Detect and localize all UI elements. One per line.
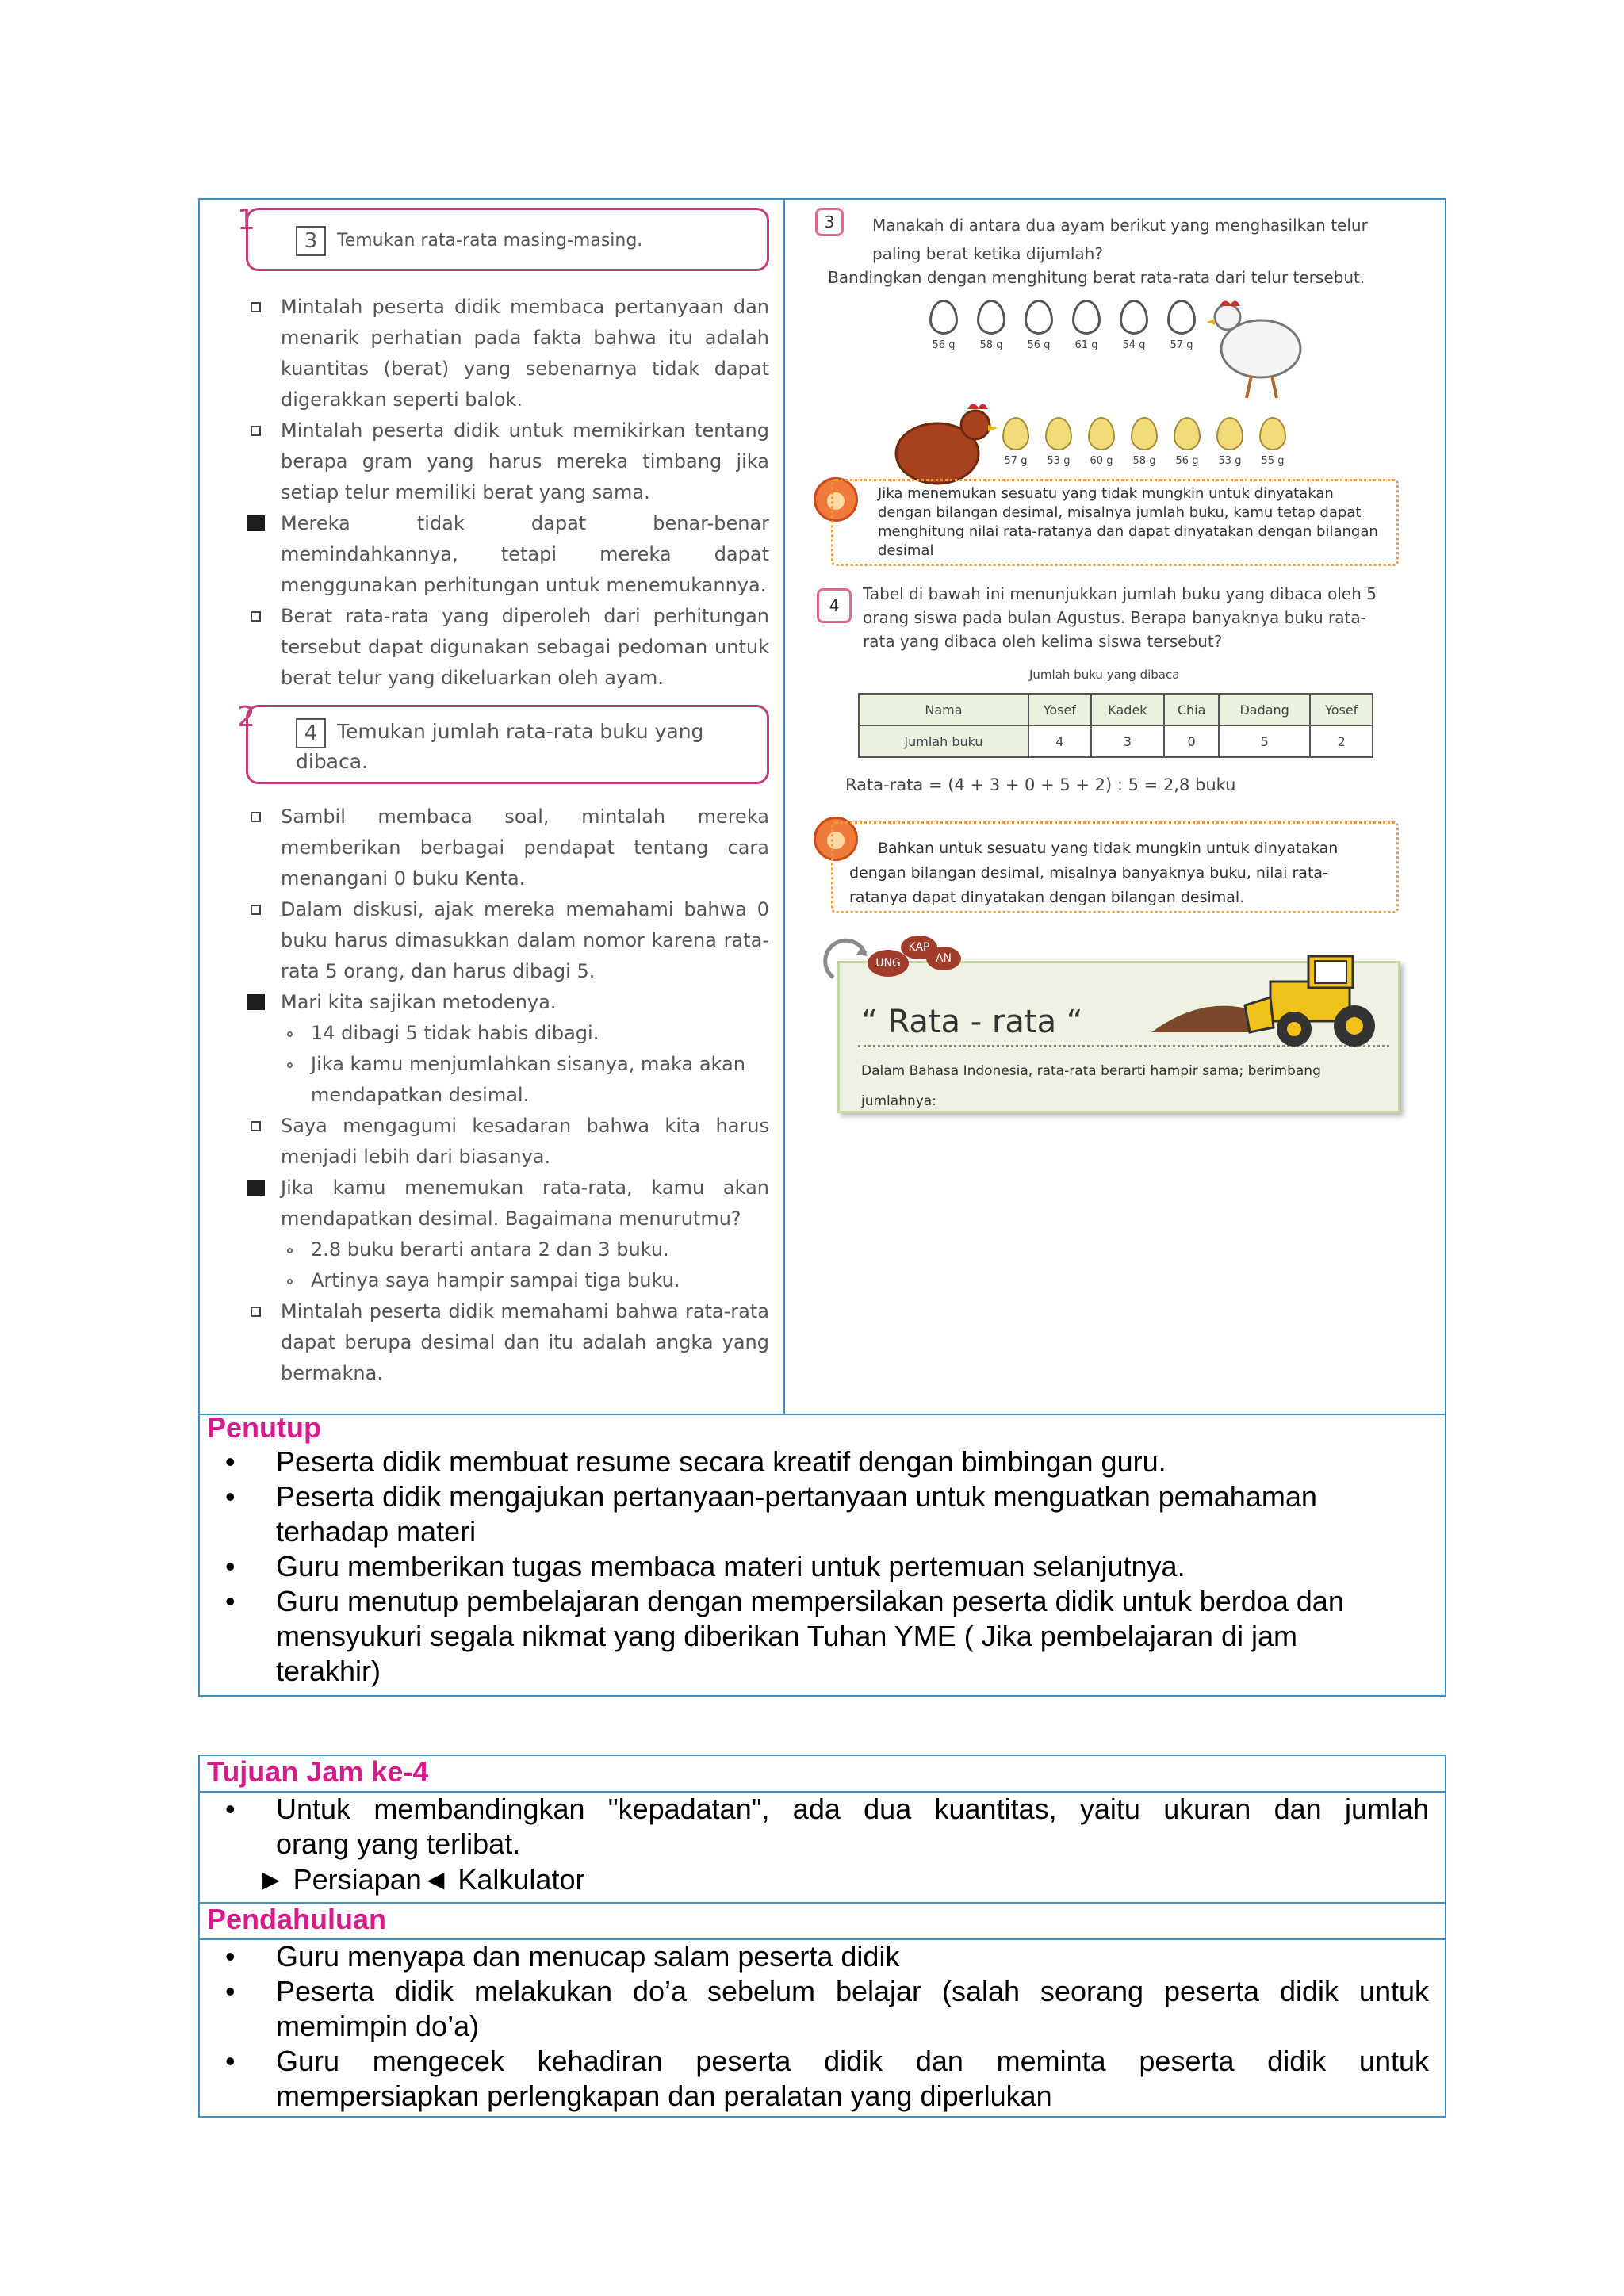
egg-item: 55 g bbox=[1253, 417, 1293, 467]
checkbox-open-icon bbox=[251, 905, 261, 915]
penutup-list-item: • Peserta didik mengajukan pertanyaan-pertanyaan untuk menguatkan pemahaman bbox=[225, 1480, 1317, 1513]
penutup-list-item: • Peserta didik membuat resume secara kreatif dengan bimbingan guru. bbox=[225, 1445, 1166, 1478]
pendahuluan-list-item: • Peserta didik melakukan do’a sebelum belajar (salah seorang peserta didik untuk bbox=[225, 1975, 1429, 2007]
note-item: Sambil membaca soal, mintalah mereka memberikan berbagai pendapat tentang cara menangani 0 buku Kenta. bbox=[246, 802, 769, 894]
note-item: Mari kita sajikan metodenya. bbox=[246, 987, 769, 1018]
table-row bbox=[859, 725, 1373, 757]
tip-speech-box: Jika menemukan sesuatu yang tidak mungkin untuk dinyatakan dengan bilangan desimal, misalnya jumlah buku, kamu tetap dapat menghitung nilai rata-ratanya dan dapat dinyatakan dengan bilangan desimal bbox=[831, 479, 1399, 566]
brown-egg-icon bbox=[1045, 417, 1072, 450]
table-header: Chia bbox=[1164, 694, 1219, 725]
egg-item: 56 g bbox=[1167, 417, 1207, 467]
table-caption: Jumlah buku yang dibaca bbox=[1029, 668, 1180, 682]
penutup-list-item: • Guru memberikan tugas membaca materi untuk pertemuan selanjutnya. bbox=[225, 1550, 1185, 1582]
note-item: Saya mengagumi kesadaran bahwa kita harus menjadi lebih dari biasanya. bbox=[246, 1111, 769, 1173]
note-item: Mintalah peserta didik memahami bahwa rata-rata dapat berupa desimal dan itu adalah angka yang bermakna. bbox=[246, 1296, 769, 1389]
note-item: Mintalah peserta didik membaca pertanyaan dan menarik perhatian pada fakta bahwa itu adalah kuantitas (berat) yang sebenarnya tidak dapat digerakkan seperti balok. bbox=[246, 292, 769, 415]
checkbox-open-icon bbox=[251, 426, 261, 436]
table-cell: Jumlah buku bbox=[859, 725, 1028, 757]
tujuan-list-item-cont: orang yang terlibat. bbox=[276, 1827, 521, 1860]
table-header: Kadek bbox=[1091, 694, 1165, 725]
tujuan-title: Tujuan Jam ke-4 bbox=[207, 1755, 429, 1788]
square-filled-icon bbox=[247, 994, 265, 1010]
table-header-row bbox=[859, 694, 1373, 725]
circle-bullet-icon bbox=[287, 1062, 293, 1068]
vocabulary-card bbox=[822, 928, 1402, 1115]
table-cell: 5 bbox=[1219, 725, 1310, 757]
pendahuluan-list-item: • Guru menyapa dan menucap salam peserta didik bbox=[225, 1940, 900, 1973]
note-item: Mereka tidak dapat benar-benar memindahkannya, tetapi mereka dapat menggunakan perhitungan untuk menemukannya. bbox=[246, 508, 769, 601]
checkbox-open-icon bbox=[251, 611, 261, 622]
bullet-icon: • bbox=[225, 1445, 236, 1478]
table-cell: 3 bbox=[1091, 725, 1165, 757]
row-divider bbox=[198, 1414, 1446, 1415]
square-filled-icon bbox=[247, 1180, 265, 1196]
question-instruction: Bandingkan dengan menghitung berat rata-rata dari telur tersebut. bbox=[828, 268, 1365, 287]
egg-item: 53 g bbox=[1210, 417, 1250, 467]
card-bubble: KAP bbox=[901, 936, 937, 959]
brown-egg-icon bbox=[1259, 417, 1286, 450]
egg-item: 53 g bbox=[1039, 417, 1078, 467]
penutup-title: Penutup bbox=[207, 1411, 321, 1444]
card-bubble: UNG bbox=[868, 950, 909, 977]
checkbox-open-icon bbox=[251, 1121, 261, 1131]
note-item: Berat rata-rata yang diperoleh dari perhitungan tersebut dapat digunakan sebagai pedoman untuk berat telur yang dikeluarkan oleh ayam. bbox=[246, 601, 769, 694]
bullet-icon: • bbox=[225, 1940, 236, 1973]
brown-egg-icon bbox=[1002, 417, 1029, 450]
egg-item: 61 g bbox=[1067, 300, 1105, 351]
brown-egg-icon bbox=[1088, 417, 1115, 450]
note-item: Dalam diskusi, ajak mereka memahami bahwa 0 buku harus dimasukkan dalam nomor karena rata-rata 5 orang, dan harus dibagi 5. bbox=[246, 894, 769, 987]
table-cell: 2 bbox=[1310, 725, 1373, 757]
brown-eggs-row bbox=[996, 417, 1345, 480]
tip-speech-box: Bahkan untuk sesuatu yang tidak mungkin untuk dinyatakan dengan bilangan desimal, misalnya banyaknya buku, nilai rata- ratanya dapat dinyatakan dengan bilangan desimal. bbox=[831, 821, 1399, 913]
bullet-icon: • bbox=[225, 1585, 236, 1617]
task-title-cont: dibaca. bbox=[296, 750, 369, 773]
sub-item: 14 dibagi 5 tidak habis dibagi. bbox=[246, 1018, 769, 1049]
note-item: Mintalah peserta didik untuk memikirkan tentang berapa gram yang harus mereka timbang jika setiap telur memiliki berat yang sama. bbox=[246, 415, 769, 508]
section-number: 1 bbox=[237, 204, 255, 236]
penutup-list-item: terakhir) bbox=[276, 1655, 381, 1687]
textbook-page-column bbox=[793, 208, 1411, 1397]
circle-bullet-icon bbox=[287, 1031, 293, 1037]
column-divider bbox=[783, 198, 785, 1414]
penutup-list-item: mensyukuri segala nikmat yang diberikan Tuhan YME ( Jika pembelajaran di jam bbox=[276, 1620, 1297, 1652]
egg-item: 57 g bbox=[1162, 300, 1201, 351]
task-title: Temukan jumlah rata-rata buku yang bbox=[337, 720, 704, 743]
white-egg-icon bbox=[1072, 300, 1101, 335]
tujuan-list-item: • Untuk membandingkan "kepadatan", ada dua kuantitas, yaitu ukuran dan jumlah bbox=[225, 1793, 1429, 1825]
card-bubble: AN bbox=[926, 947, 961, 970]
task-title: Temukan rata-rata masing-masing. bbox=[337, 231, 643, 251]
egg-item: 54 g bbox=[1115, 300, 1153, 351]
task-number: 3 bbox=[296, 226, 326, 256]
brown-egg-icon bbox=[1131, 417, 1158, 450]
bullet-icon: • bbox=[225, 2045, 236, 2077]
white-egg-icon bbox=[1120, 300, 1148, 335]
question-number: 4 bbox=[817, 588, 852, 623]
checkbox-open-icon bbox=[251, 812, 261, 822]
white-egg-icon bbox=[1167, 300, 1196, 335]
task-box-4 bbox=[237, 701, 769, 784]
bullet-icon: • bbox=[225, 1793, 236, 1825]
card-title: “ Rata - rata “ bbox=[861, 1004, 1083, 1040]
table-header: Yosef bbox=[1310, 694, 1373, 725]
task-box-3 bbox=[237, 204, 769, 271]
preparation-line: ► Persiapan◄ Kalkulator bbox=[257, 1863, 585, 1896]
white-eggs-row bbox=[925, 300, 1210, 355]
bullet-icon: • bbox=[225, 1550, 236, 1582]
table-cell: 0 bbox=[1164, 725, 1219, 757]
section-number: 2 bbox=[237, 701, 255, 733]
bullet-icon: • bbox=[225, 1480, 236, 1513]
task-number: 4 bbox=[296, 718, 326, 748]
egg-item: 58 g bbox=[972, 300, 1010, 351]
penutup-list-item: terhadap materi bbox=[276, 1515, 477, 1548]
table-cell: 4 bbox=[1028, 725, 1091, 757]
bulldozer-icon bbox=[1151, 950, 1389, 1053]
egg-item: 57 g bbox=[996, 417, 1036, 467]
egg-item: 58 g bbox=[1124, 417, 1164, 467]
checkbox-open-icon bbox=[251, 302, 261, 312]
penutup-list-item: • Guru menutup pembelajaran dengan mempersilakan peserta didik untuk berdoa dan bbox=[225, 1585, 1344, 1617]
white-egg-icon bbox=[929, 300, 958, 335]
bullet-icon: • bbox=[225, 1975, 236, 2007]
checkbox-open-icon bbox=[251, 1307, 261, 1317]
square-filled-icon bbox=[247, 515, 265, 531]
brown-egg-icon bbox=[1174, 417, 1201, 450]
circle-bullet-icon bbox=[287, 1248, 293, 1253]
egg-item: 60 g bbox=[1082, 417, 1121, 467]
circle-bullet-icon bbox=[287, 1279, 293, 1284]
brown-egg-icon bbox=[1216, 417, 1243, 450]
white-egg-icon bbox=[977, 300, 1005, 335]
question-number: 3 bbox=[815, 208, 844, 236]
pendahuluan-list-item: • Guru mengecek kehadiran peserta didik dan meminta peserta didik untuk bbox=[225, 2045, 1429, 2077]
table-header: Nama bbox=[859, 694, 1028, 725]
question-text: Tabel di bawah ini menunjukkan jumlah buku yang dibaca oleh 5 orang siswa pada bulan Agustus. Berapa banyaknya buku rata- rata yang dibaca oleh kelima siswa tersebut? bbox=[863, 584, 1377, 651]
note-item: Jika kamu menemukan rata-rata, kamu akan mendapatkan desimal. Bagaimana menurutmu? bbox=[246, 1173, 769, 1234]
egg-item: 56 g bbox=[1020, 300, 1058, 351]
sub-item: Artinya saya hampir sampai tiga buku. bbox=[246, 1265, 769, 1296]
egg-item: 56 g bbox=[925, 300, 963, 351]
pendahuluan-list-item-cont: memimpin do’a) bbox=[276, 2010, 480, 2042]
pendahuluan-list-item-cont: mempersiapkan perlengkapan dan peralatan yang diperlukan bbox=[276, 2080, 1052, 2112]
pendahuluan-title: Pendahuluan bbox=[207, 1903, 387, 1935]
white-egg-icon bbox=[1025, 300, 1053, 335]
sub-item: Jika kamu menjumlahkan sisanya, maka akan mendapatkan desimal. bbox=[246, 1049, 769, 1111]
card-definition: Dalam Bahasa Indonesia, rata-rata berarti hampir sama; berimbang jumlahnya: bbox=[861, 1063, 1321, 1109]
sub-item: 2.8 buku berarti antara 2 dan 3 buku. bbox=[246, 1234, 769, 1265]
books-table bbox=[858, 693, 1373, 758]
white-hen-icon bbox=[1205, 293, 1308, 404]
average-formula: Rata-rata = (4 + 3 + 0 + 5 + 2) : 5 = 2,8 buku bbox=[845, 775, 1236, 794]
table-header: Yosef bbox=[1028, 694, 1091, 725]
table-header: Dadang bbox=[1219, 694, 1310, 725]
teacher-notes-column bbox=[237, 204, 769, 1389]
question-text: Manakah di antara dua ayam berikut yang menghasilkan telur paling berat ketika dijumlah? bbox=[872, 216, 1368, 263]
